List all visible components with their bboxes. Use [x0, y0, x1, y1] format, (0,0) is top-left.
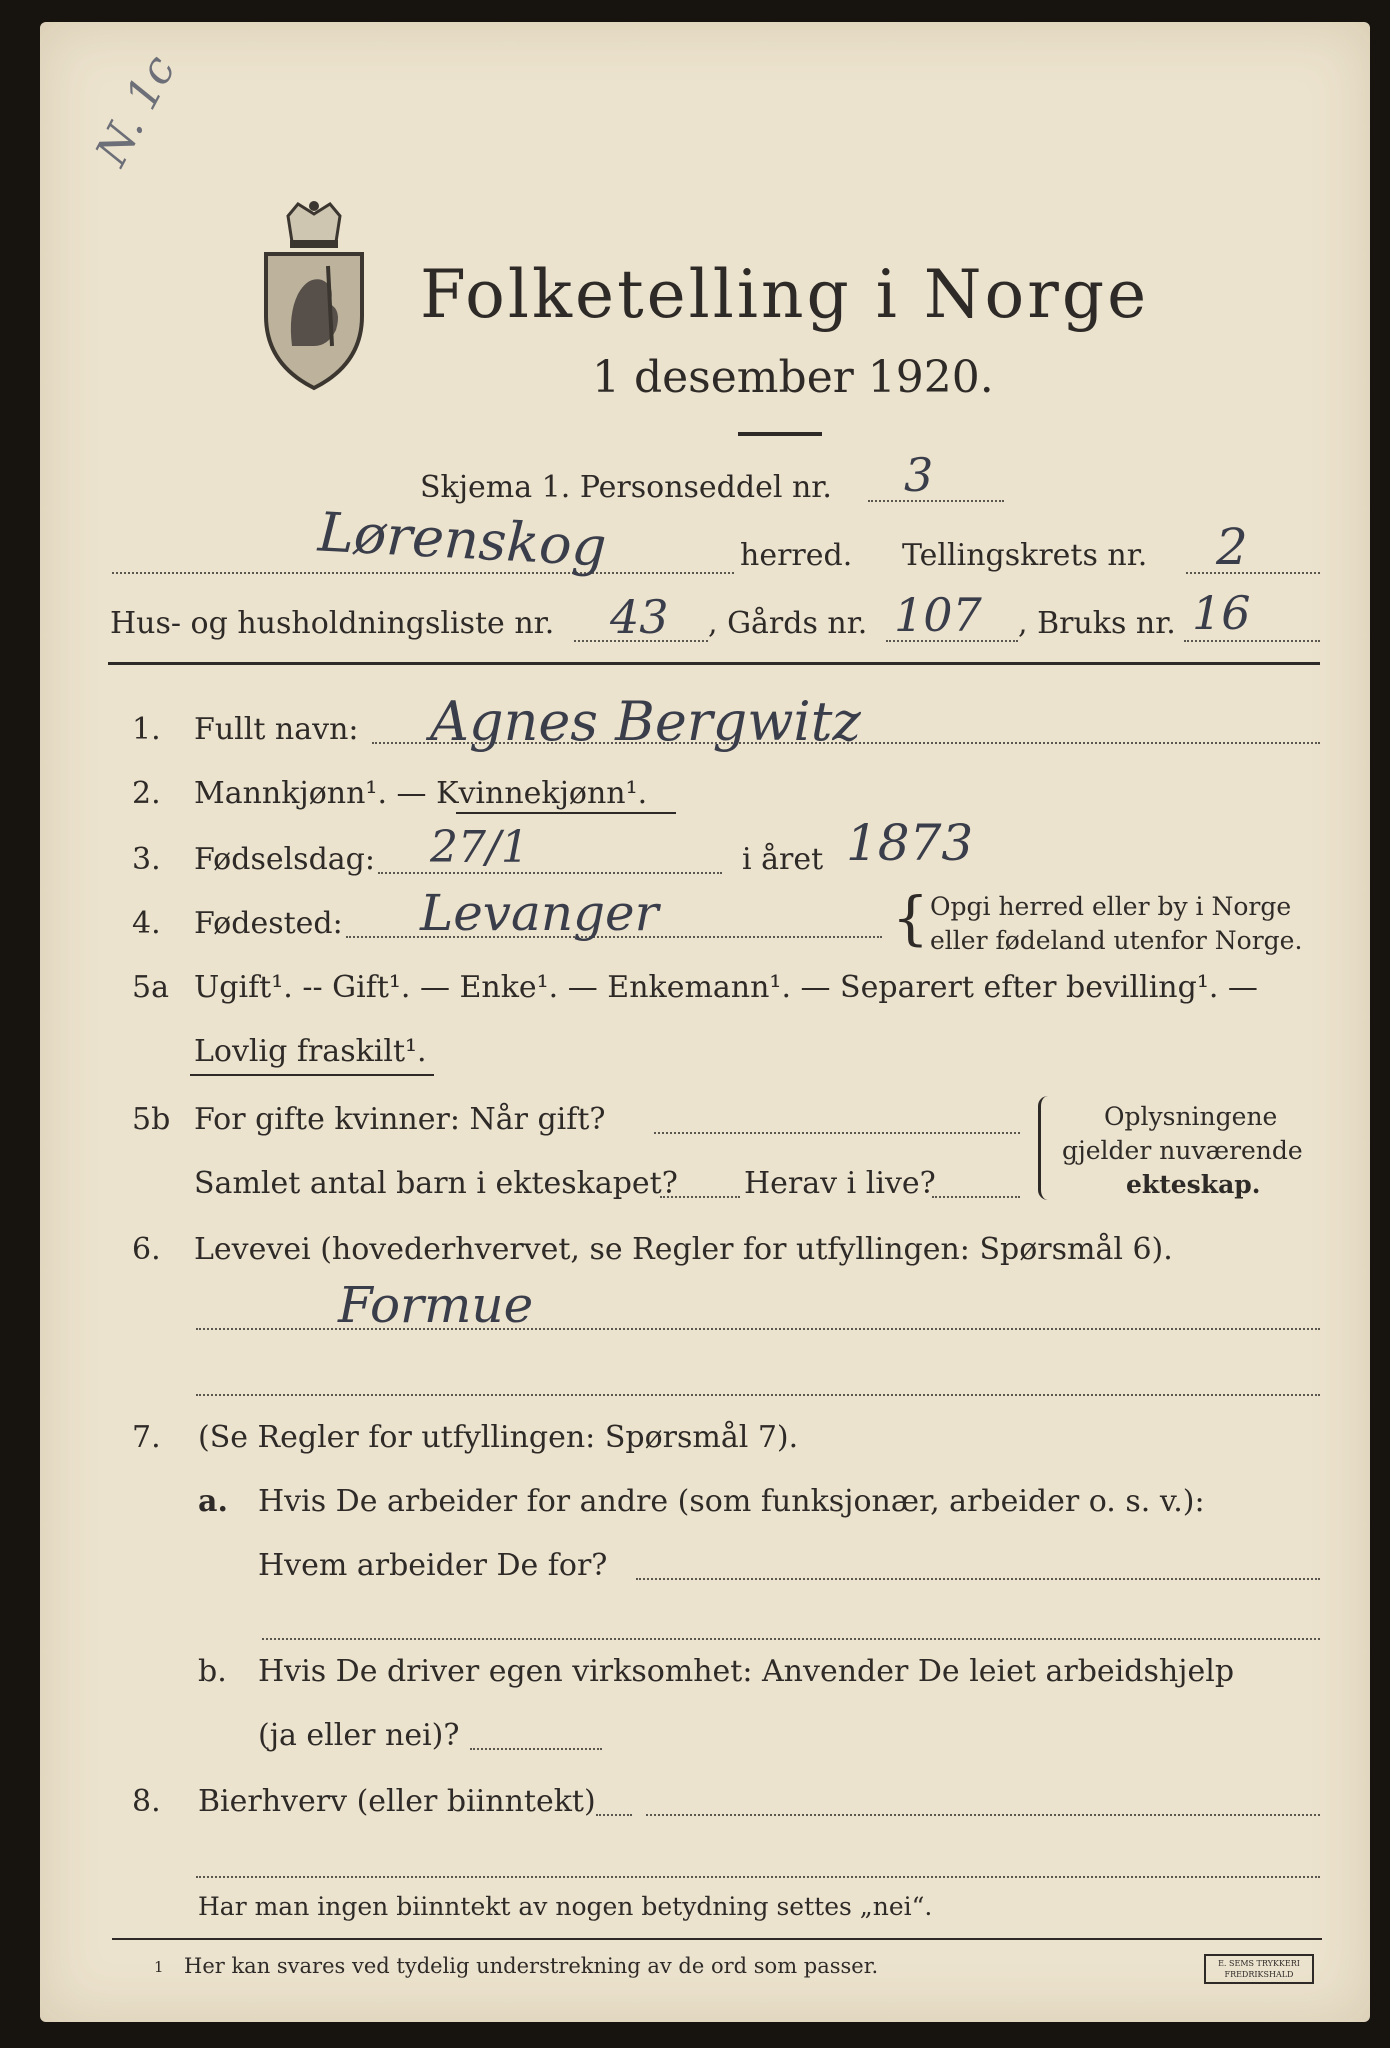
q7a-employer-field-line-1	[636, 1578, 1320, 1580]
q6-occupation[interactable]: Formue	[338, 1276, 534, 1334]
q7a-label: Hvis De arbeider for andre (som funksjonær, arbeider o. s. v.):	[258, 1484, 1205, 1519]
q1-full-name[interactable]: Agnes Bergwitz	[430, 690, 861, 753]
q5b-note-bracket	[1038, 1096, 1053, 1200]
q3-birthday[interactable]: 27/1	[430, 822, 529, 873]
tellingskrets-label: Tellingskrets nr.	[902, 538, 1148, 573]
bruks-field-line	[1184, 640, 1320, 642]
q2-label: Mannkjønn¹. — Kvinnekjønn¹.	[194, 776, 648, 811]
q7a-employer-label: Hvem arbeider De for?	[258, 1548, 608, 1583]
bruks-number[interactable]: 16	[1192, 586, 1251, 640]
q8-number: 8.	[132, 1784, 161, 1819]
q4-note-brace: {	[892, 884, 929, 952]
census-date: 1 desember 1920.	[592, 352, 994, 403]
q7b-label: Hvis De driver egen virksomhet: Anvender De leiet arbeidshjelp	[258, 1654, 1235, 1689]
gards-number[interactable]: 107	[894, 588, 982, 642]
q5b-label: For gifte kvinner: Når gift?	[194, 1102, 606, 1137]
q4-note-line2: eller fødeland utenfor Norge.	[930, 926, 1303, 955]
q7-number: 7.	[132, 1420, 161, 1455]
printer-stamp-line2: FREDRIKSHALD	[1224, 1970, 1294, 1979]
q8-field-line-1	[596, 1814, 632, 1816]
tellingskrets-number[interactable]: 2	[1216, 518, 1248, 576]
title-divider	[738, 432, 822, 436]
q3-label: Fødselsdag:	[194, 842, 375, 877]
q8-label: Bierhverv (eller biinntekt)	[198, 1784, 596, 1819]
tellingskrets-field-line	[1186, 572, 1320, 574]
gards-label: , Gårds nr.	[708, 606, 868, 641]
q1-number: 1.	[132, 712, 161, 747]
footnote-mark: 1	[154, 1958, 164, 1976]
personseddel-number[interactable]: 3	[904, 448, 934, 502]
form-title: Folketelling i Norge	[420, 256, 1150, 333]
q5b-alive-field-line	[932, 1196, 1020, 1198]
q2-kvinnekjonn-underline	[456, 812, 676, 814]
q7a-number: a.	[198, 1484, 228, 1519]
q5b-married-field-line	[654, 1132, 1020, 1134]
q5a-label-fraskilt: Lovlig fraskilt¹.	[194, 1034, 427, 1069]
q5b-alive-label: Herav i live?	[744, 1166, 936, 1201]
q4-note-line1: Opgi herred eller by i Norge	[930, 892, 1292, 921]
q7b-number: b.	[198, 1654, 227, 1689]
husholdningsliste-number[interactable]: 43	[610, 590, 669, 644]
q5b-children-label: Samlet antal barn i ekteskapet?	[194, 1166, 678, 1201]
herred-name[interactable]: Lørenskog	[316, 500, 608, 579]
norway-coat-of-arms-icon	[258, 196, 370, 396]
q5b-number: 5b	[132, 1102, 171, 1137]
q4-label: Fødested:	[194, 906, 343, 941]
q7b-yes-no-label: (ja eller nei)?	[258, 1718, 460, 1753]
q7a-employer-field-line-2	[262, 1638, 1320, 1640]
q4-birthplace[interactable]: Levanger	[420, 884, 659, 942]
bruks-label: , Bruks nr.	[1018, 606, 1176, 641]
printer-stamp	[1204, 1954, 1314, 1984]
skjema-label: Skjema 1. Personseddel nr.	[420, 470, 832, 505]
q7b-field-line	[470, 1748, 602, 1750]
header-divider	[108, 662, 1320, 665]
q8-field-line-2	[646, 1814, 1320, 1816]
q3-birth-year[interactable]: 1873	[846, 814, 974, 872]
herred-field-line	[112, 572, 734, 574]
q3-year-label: i året	[742, 842, 824, 877]
q4-number: 4.	[132, 906, 161, 941]
herred-label: herred.	[740, 538, 853, 573]
footer-divider	[112, 1938, 1322, 1940]
q3-number: 3.	[132, 842, 161, 877]
q7-label: (Se Regler for utfyllingen: Spørsmål 7).	[198, 1420, 799, 1455]
q5a-number: 5a	[132, 970, 169, 1005]
q5b-note-line3: ekteskap.	[1126, 1170, 1261, 1199]
q5b-note-line1: Oplysningene	[1104, 1102, 1278, 1131]
footnote-text: Her kan svares ved tydelig understrekning av de ord som passer.	[184, 1954, 879, 1978]
q6-label: Levevei (hovederhvervet, se Regler for utfyllingen: Spørsmål 6).	[194, 1232, 1173, 1267]
q5a-fraskilt-underline	[190, 1074, 434, 1076]
q5b-note-line2: gjelder nuværende	[1062, 1136, 1303, 1165]
q6-field-line-2	[196, 1394, 1320, 1396]
husholdningsliste-label: Hus- og husholdningsliste nr.	[110, 606, 555, 641]
printer-stamp-line1: E. SEMS TRYKKERI	[1218, 1959, 1300, 1968]
footer-note: Har man ingen biinntekt av nogen betydning settes „nei“.	[198, 1892, 933, 1921]
margin-pencil-note: N. 1c	[86, 47, 186, 174]
q5b-children-field-line	[660, 1196, 740, 1198]
q6-number: 6.	[132, 1232, 161, 1267]
q5a-label: Ugift¹. -- Gift¹. — Enke¹. — Enkemann¹. — Separert efter bevilling¹. —	[194, 970, 1258, 1005]
q1-label: Fullt navn:	[194, 712, 359, 747]
q8-field-line-3	[196, 1876, 1320, 1878]
q2-number: 2.	[132, 776, 161, 811]
personseddel-field-line	[868, 500, 1004, 502]
